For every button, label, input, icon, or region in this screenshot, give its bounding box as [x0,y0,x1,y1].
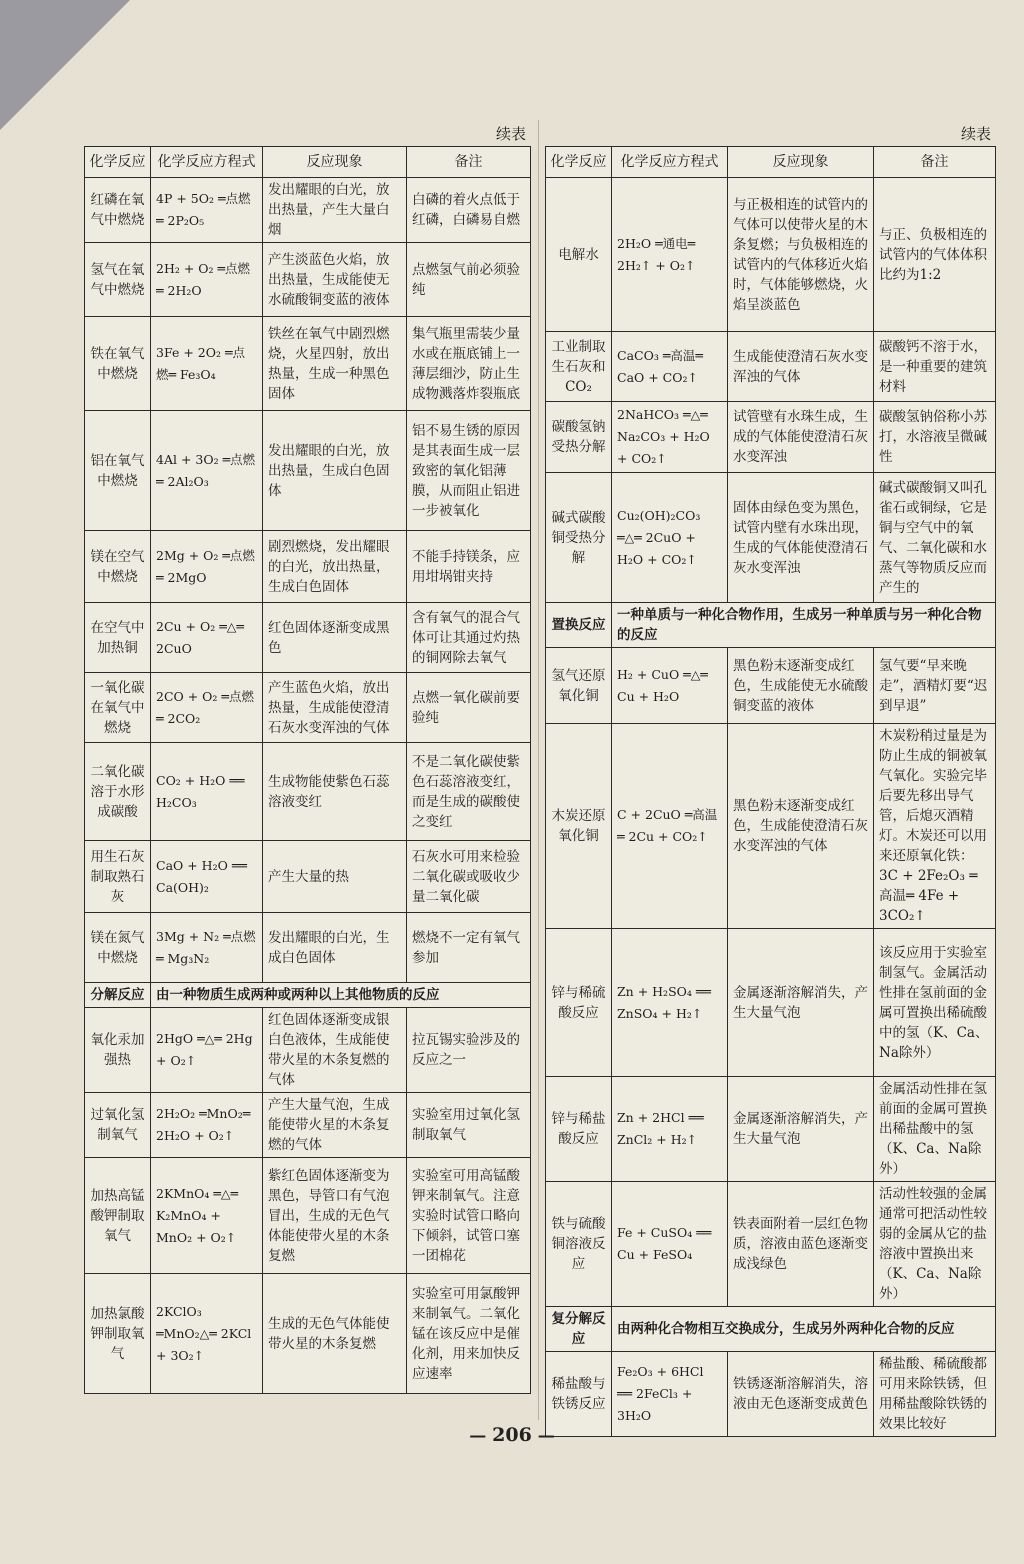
table-row [85,673,531,743]
header-reaction: 化学反应 [546,147,612,178]
phenomenon-cell: 红色固体逐渐变成银白色液体，生成能使带火星的木条复燃的气体 [263,1008,407,1093]
phenomenon-cell: 铁锈逐渐溶解消失，溶液由无色逐渐变成黄色 [728,1352,874,1437]
continued-label: 续表 [495,125,526,143]
phenomenon-cell: 紫红色固体逐渐变为黑色，导管口有气泡冒出，生成的无色气体能使带火星的木条复燃 [263,1158,407,1274]
equation-cell: 2KMnO₄ ═△═ K₂MnO₄ + MnO₂ + O₂↑ [151,1158,263,1274]
note-cell: 实验室可用高锰酸钾来制氧气。注意实验时试管口略向下倾斜，试管口塞一团棉花 [407,1158,531,1274]
table-row [546,929,996,1077]
equation-cell: 2H₂O₂ ═MnO₂═ 2H₂O + O₂↑ [151,1093,263,1158]
table-row [546,473,996,603]
note-cell: 实验室可用氯酸钾来制氧气。二氧化锰在该反应中是催化剂，用来加快反应速率 [407,1274,531,1394]
phenomenon-cell: 产生蓝色火焰，放出热量，生成能使澄清石灰水变浑浊的气体 [263,673,407,743]
reaction-name-cell: 氢气在氧气中燃烧 [85,243,151,317]
header-reaction: 化学反应 [85,147,151,178]
table-header-row [546,147,996,178]
table-row [85,1008,531,1093]
reaction-name-cell: 工业制取生石灰和CO₂ [546,332,612,402]
phenomenon-cell: 黑色粉末逐渐变成红色，生成能使澄清石灰水变浑浊的气体 [728,724,874,929]
table-row [85,841,531,913]
section-name: 分解反应 [85,983,151,1008]
phenomenon-cell: 产生淡蓝色火焰，放出热量，生成能使无水硫酸铜变蓝的液体 [263,243,407,317]
equation-cell: Fe + CuSO₄ ══ Cu + FeSO₄ [612,1182,728,1307]
reaction-name-cell: 在空气中加热铜 [85,603,151,673]
equation-cell: 2KClO₃ ═MnO₂△═ 2KCl + 3O₂↑ [151,1274,263,1394]
table-row [85,243,531,317]
reaction-name-cell: 镁在空气中燃烧 [85,531,151,603]
reaction-name-cell: 用生石灰制取熟石灰 [85,841,151,913]
phenomenon-cell: 发出耀眼的白光，生成白色固体 [263,913,407,983]
phenomenon-cell: 金属逐渐溶解消失，产生大量气泡 [728,1077,874,1182]
reaction-name-cell: 红磷在氧气中燃烧 [85,178,151,243]
reaction-name-cell: 碱式碳酸铜受热分解 [546,473,612,603]
phenomenon-cell: 固体由绿色变为黑色，试管内壁有水珠出现，生成的气体能使澄清石灰水变浑浊 [728,473,874,603]
table-row [85,743,531,841]
table-row [546,178,996,332]
header-phenomenon: 反应现象 [263,147,407,178]
note-cell: 实验室用过氧化氢制取氧气 [407,1093,531,1158]
header-note: 备注 [874,147,996,178]
section-row [546,603,996,648]
equation-cell: Fe₂O₃ + 6HCl ══ 2FeCl₃ + 3H₂O [612,1352,728,1437]
reaction-name-cell: 氢气还原氧化铜 [546,648,612,724]
page-corner-shadow [0,0,130,130]
note-cell: 碱式碳酸铜又叫孔雀石或铜绿，它是铜与空气中的氧气、二氧化碳和水蒸气等物质反应而产生的 [874,473,996,603]
note-cell: 点燃一氧化碳前要验纯 [407,673,531,743]
left-column [84,122,530,1394]
phenomenon-cell: 生成物能使紫色石蕊溶液变红 [263,743,407,841]
reaction-name-cell: 木炭还原氧化铜 [546,724,612,929]
table-row [546,1182,996,1307]
reaction-name-cell: 锌与稀盐酸反应 [546,1077,612,1182]
header-note: 备注 [407,147,531,178]
table-row [85,1093,531,1158]
reaction-name-cell: 一氧化碳在氧气中燃烧 [85,673,151,743]
phenomenon-cell: 产生大量的热 [263,841,407,913]
note-cell: 不能手持镁条，应用坩埚钳夹持 [407,531,531,603]
table-row [85,1158,531,1274]
section-row [85,983,531,1008]
phenomenon-cell: 黑色粉末逐渐变成红色，生成能使无水硫酸铜变蓝的液体 [728,648,874,724]
equation-cell: 3Fe + 2O₂ ═点燃═ Fe₃O₄ [151,317,263,411]
table-row [85,178,531,243]
section-row [546,1307,996,1352]
equation-cell: CaCO₃ ═高温═ CaO + CO₂↑ [612,332,728,402]
reaction-name-cell: 二氧化碳溶于水形成碳酸 [85,743,151,841]
phenomenon-cell: 剧烈燃烧，发出耀眼的白光，放出热量，生成白色固体 [263,531,407,603]
reaction-name-cell: 镁在氮气中燃烧 [85,913,151,983]
reaction-table-left [84,146,531,1394]
continued-label: 续表 [960,125,991,143]
equation-cell: Zn + H₂SO₄ ══ ZnSO₄ + H₂↑ [612,929,728,1077]
equation-cell: Cu₂(OH)₂CO₃ ═△═ 2CuO + H₂O + CO₂↑ [612,473,728,603]
note-cell: 与正、负极相连的试管内的气体体积比约为1:2 [874,178,996,332]
equation-cell: 2H₂O ═通电═ 2H₂↑ + O₂↑ [612,178,728,332]
reaction-name-cell: 铁在氧气中燃烧 [85,317,151,411]
phenomenon-cell: 生成能使澄清石灰水变浑浊的气体 [728,332,874,402]
equation-cell: Zn + 2HCl ══ ZnCl₂ + H₂↑ [612,1077,728,1182]
table-row [85,531,531,603]
phenomenon-cell: 红色固体逐渐变成黑色 [263,603,407,673]
reaction-name-cell: 过氧化氢制氧气 [85,1093,151,1158]
reaction-name-cell: 稀盐酸与铁锈反应 [546,1352,612,1437]
table-row [85,913,531,983]
table-row [85,1274,531,1394]
reaction-name-cell: 氧化汞加强热 [85,1008,151,1093]
note-cell: 金属活动性排在氢前面的金属可置换出稀盐酸中的氢（K、Ca、Na除外） [874,1077,996,1182]
note-cell: 活动性较强的金属通常可把活动性较弱的金属从它的盐溶液中置换出来（K、Ca、Na除外） [874,1182,996,1307]
section-desc: 一种单质与一种化合物作用，生成另一种单质与另一种化合物的反应 [612,603,996,648]
table-row [85,317,531,411]
note-cell: 氢气要“早来晚走”，酒精灯要“迟到早退” [874,648,996,724]
phenomenon-cell: 与正极相连的试管内的气体可以使带火星的木条复燃；与负极相连的试管内的气体移近火焰时，气体能够燃烧，火焰呈淡蓝色 [728,178,874,332]
note-cell: 白磷的着火点低于红磷，白磷易自燃 [407,178,531,243]
header-equation: 化学反应方程式 [612,147,728,178]
note-cell: 不是二氧化碳使紫色石蕊溶液变红，而是生成的碳酸使之变红 [407,743,531,841]
section-desc: 由两种化合物相互交换成分，生成另外两种化合物的反应 [612,1307,996,1352]
section-name: 复分解反应 [546,1307,612,1352]
note-cell: 石灰水可用来检验二氧化碳或吸收少量二氧化碳 [407,841,531,913]
phenomenon-cell: 生成的无色气体能使带火星的木条复燃 [263,1274,407,1394]
equation-cell: 4Al + 3O₂ ═点燃═ 2Al₂O₃ [151,411,263,531]
table-row [546,1077,996,1182]
table-row [85,603,531,673]
table-row [546,724,996,929]
phenomenon-cell: 金属逐渐溶解消失，产生大量气泡 [728,929,874,1077]
reaction-name-cell: 锌与稀硫酸反应 [546,929,612,1077]
note-cell: 拉瓦锡实验涉及的反应之一 [407,1008,531,1093]
equation-cell: 2Mg + O₂ ═点燃═ 2MgO [151,531,263,603]
equation-cell: C + 2CuO ═高温═ 2Cu + CO₂↑ [612,724,728,929]
table-row [546,648,996,724]
note-cell: 含有氧气的混合气体可让其通过灼热的铜网除去氧气 [407,603,531,673]
note-cell: 木炭粉稍过量是为防止生成的铜被氧气氧化。实验完毕后要先移出导气管，后熄灭酒精灯。木炭还可以用来还原氧化铁：3C + 2Fe₂O₃ ═高温═ 4Fe + 3CO₂↑ [874,724,996,929]
reaction-name-cell: 加热氯酸钾制取氧气 [85,1274,151,1394]
note-cell: 该反应用于实验室制氢气。金属活动性排在氢前面的金属可置换出稀硫酸中的氢（K、Ca、Na除外） [874,929,996,1077]
phenomenon-cell: 铁表面附着一层红色物质，溶液由蓝色逐渐变成浅绿色 [728,1182,874,1307]
note-cell: 集气瓶里需装少量水或在瓶底铺上一薄层细沙，防止生成物溅落炸裂瓶底 [407,317,531,411]
equation-cell: 2H₂ + O₂ ═点燃═ 2H₂O [151,243,263,317]
phenomenon-cell: 产生大量气泡，生成能使带火星的木条复燃的气体 [263,1093,407,1158]
section-desc: 由一种物质生成两种或两种以上其他物质的反应 [151,983,531,1008]
section-name: 置换反应 [546,603,612,648]
note-cell: 稀盐酸、稀硫酸都可用来除铁锈，但用稀盐酸除铁锈的效果比较好 [874,1352,996,1437]
header-phenomenon: 反应现象 [728,147,874,178]
equation-cell: 4P + 5O₂ ═点燃═ 2P₂O₅ [151,178,263,243]
note-cell: 燃烧不一定有氧气参加 [407,913,531,983]
reaction-name-cell: 加热高锰酸钾制取氧气 [85,1158,151,1274]
reaction-name-cell: 铝在氧气中燃烧 [85,411,151,531]
phenomenon-cell: 发出耀眼的白光，放出热量，产生大量白烟 [263,178,407,243]
page-footer: — 206 — [469,1424,555,1446]
equation-cell: 2NaHCO₃ ═△═ Na₂CO₃ + H₂O + CO₂↑ [612,402,728,473]
equation-cell: CaO + H₂O ══ Ca(OH)₂ [151,841,263,913]
table-row [85,411,531,531]
right-column [545,122,995,1437]
equation-cell: 2Cu + O₂ ═△═ 2CuO [151,603,263,673]
phenomenon-cell: 发出耀眼的白光，放出热量，生成白色固体 [263,411,407,531]
page-number: 206 [492,1424,532,1446]
equation-cell: 2CO + O₂ ═点燃═ 2CO₂ [151,673,263,743]
equation-cell: H₂ + CuO ═△═ Cu + H₂O [612,648,728,724]
phenomenon-cell: 试管壁有水珠生成，生成的气体能使澄清石灰水变浑浊 [728,402,874,473]
header-equation: 化学反应方程式 [151,147,263,178]
column-divider [538,120,539,1420]
table-row [546,332,996,402]
table-row [546,402,996,473]
note-cell: 碳酸钙不溶于水，是一种重要的建筑材料 [874,332,996,402]
reaction-name-cell: 碳酸氢钠受热分解 [546,402,612,473]
reaction-name-cell: 电解水 [546,178,612,332]
note-cell: 点燃氢气前必须验纯 [407,243,531,317]
table-header-row [85,147,531,178]
equation-cell: CO₂ + H₂O ══ H₂CO₃ [151,743,263,841]
note-cell: 碳酸氢钠俗称小苏打，水溶液呈微碱性 [874,402,996,473]
equation-cell: 3Mg + N₂ ═点燃═ Mg₃N₂ [151,913,263,983]
reaction-name-cell: 铁与硫酸铜溶液反应 [546,1182,612,1307]
note-cell: 铝不易生锈的原因是其表面生成一层致密的氧化铝薄膜，从而阻止铝进一步被氧化 [407,411,531,531]
reaction-table-right [545,146,996,1437]
phenomenon-cell: 铁丝在氧气中剧烈燃烧，火星四射，放出热量，生成一种黑色固体 [263,317,407,411]
equation-cell: 2HgO ═△═ 2Hg + O₂↑ [151,1008,263,1093]
